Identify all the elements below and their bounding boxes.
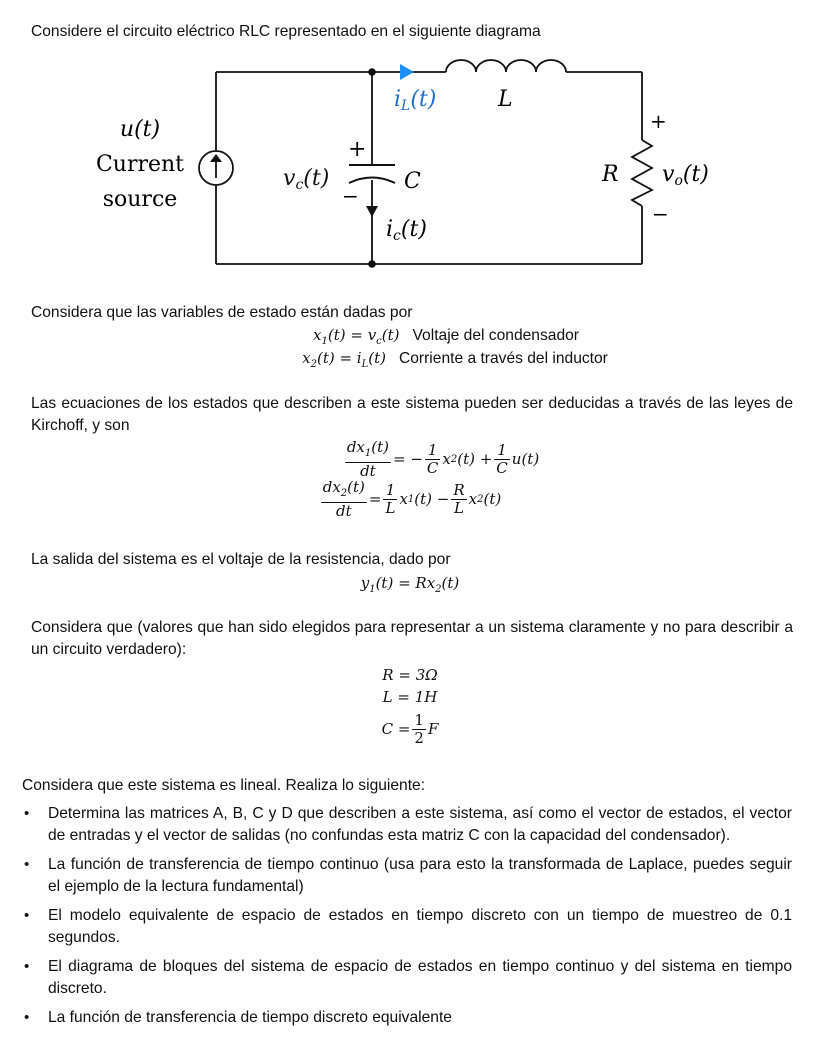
- capacitor-minus-sign: −: [342, 184, 359, 208]
- output-minus-sign: −: [652, 202, 669, 226]
- source-label-line1: Current: [95, 152, 185, 177]
- bullet-icon: •: [24, 958, 30, 975]
- output-plus-sign: +: [650, 109, 667, 133]
- task-item: • La función de transferencia de tiempo discreto equivalente: [22, 1007, 792, 1029]
- task-list: [22, 803, 792, 1037]
- resistor-symbol: [632, 140, 652, 206]
- state-intro-text: Considera que las variables de estado están dadas por: [31, 304, 413, 321]
- node-top: [368, 68, 376, 76]
- state-var-2: $x_2(t) = i_L(t)$ Corriente a través del inductor: [302, 349, 608, 370]
- output-equation: $y_1(t) = Rx_2(t)$: [360, 574, 460, 595]
- state-var-1-desc: Voltaje del condensador: [412, 327, 579, 344]
- bullet-icon: •: [24, 1009, 30, 1026]
- bullet-icon: •: [24, 805, 30, 822]
- source-symbol-label: u(t): [119, 117, 161, 142]
- task-item: • El modelo equivalente de espacio de estados en tiempo discreto con un tiempo de muestreo de 0.1 segundos.: [24, 907, 792, 946]
- resistor-label: R: [602, 162, 619, 187]
- task-intro-text: Considera que este sistema es lineal. Realiza lo siguiente:: [22, 777, 426, 794]
- equations-intro-text: Las ecuaciones de los estados que describen a este sistema pueden ser deducidas a través de las leyes de Kirchoff, y son: [31, 395, 793, 434]
- values-intro-text: Considera que (valores que han sido elegidos para representar a un sistema claramente y no para describir a un circuito verdadero):: [31, 619, 793, 658]
- state-var-1: $x_1(t) = v_c(t)$ Voltaje del condensador: [313, 326, 579, 347]
- capacitor-plus-sign: +: [348, 137, 367, 162]
- capacitor-current-arrow-icon: [366, 206, 378, 217]
- node-bottom: [368, 260, 376, 268]
- capacitor-voltage-label: vc(t): [283, 166, 330, 193]
- bullet-icon: •: [24, 907, 30, 924]
- capacitor-current-label: ic(t): [386, 217, 427, 244]
- capacitor-label: C: [404, 169, 421, 194]
- inductor-current-label: iL(t): [394, 87, 437, 114]
- inductor-current-arrow-icon: [400, 64, 414, 80]
- task-item: • Determina las matrices A, B, C y D que describen a este sistema, así como el vector de estados, el vector de entradas y el vector de salidas (no confundas esta matriz C con la capacidad del condensador).: [24, 805, 792, 844]
- task-item: • La función de transferencia de tiempo continuo (usa para esto la transformada de Laplace, puedes seguir el ejemplo de la lectura fundamental): [24, 856, 792, 895]
- intro-text: Considere el circuito eléctrico RLC representado en el siguiente diagrama: [31, 23, 541, 40]
- source-label-line2: source: [102, 187, 178, 212]
- output-voltage-label: vo(t): [662, 162, 709, 189]
- value-R: R = 3Ω: [382, 666, 438, 684]
- state-equation-1: $\frac{dx_1(t)}{dt}$ = − $\frac{1}{C}$ x 2 (t) + $\frac{1}{C}$ u(t): [346, 437, 540, 480]
- bullet-icon: •: [24, 856, 30, 873]
- inductor-label: L: [498, 87, 513, 112]
- inductor-symbol: [446, 60, 566, 72]
- rlc-circuit-diagram: [0, 0, 820, 290]
- value-L: L = 1H: [382, 688, 438, 706]
- task-item: • El diagrama de bloques del sistema de espacio de estados en tiempo continuo y del sistema en tiempo discreto.: [24, 958, 792, 997]
- state-var-2-desc: Corriente a través del inductor: [398, 350, 608, 367]
- output-intro-text: La salida del sistema es el voltaje de la resistencia, dado por: [31, 551, 451, 568]
- value-C: C = $\frac{1}{2}$ F: [381, 710, 439, 747]
- state-equation-2: $\frac{dx_2(t)}{dt}$ = $\frac{1}{L}$ x 1 (t) − $\frac{R}{L}$ x 2 (t): [322, 477, 502, 520]
